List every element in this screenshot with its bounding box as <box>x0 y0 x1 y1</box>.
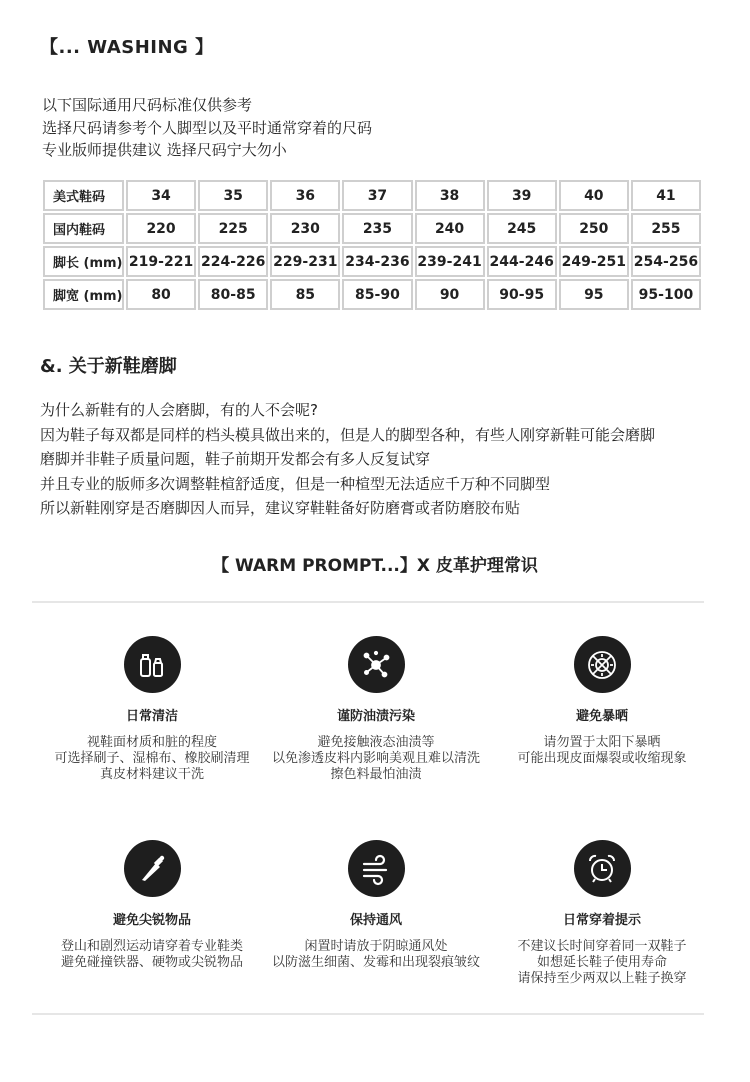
about-line: 所以新鞋刚穿是否磨脚因人而异，建议穿鞋鞋备好防磨膏或者防磨胶布贴 <box>40 499 521 517</box>
table-cell: 225 <box>198 213 268 244</box>
divider <box>32 601 704 603</box>
cleaning-bottles-icon <box>124 636 181 693</box>
table-cell: 39 <box>487 180 557 211</box>
care-desc <box>256 939 496 971</box>
table-cell: 90-95 <box>487 279 557 310</box>
desc-line: 避免碰撞铁器、硬物或尖锐物品 <box>60 955 243 970</box>
table-cell: 36 <box>270 180 340 211</box>
table-row <box>43 180 701 211</box>
table-row <box>43 213 701 244</box>
desc-line: 请勿置于太阳下暴晒 <box>543 735 661 750</box>
table-cell: 85-90 <box>342 279 412 310</box>
care-desc <box>32 939 272 971</box>
care-desc <box>256 735 496 783</box>
stain-splash-icon <box>348 636 405 693</box>
desc-line: 真皮材料建议干洗 <box>99 767 204 782</box>
table-cell: 95-100 <box>631 279 701 310</box>
table-cell: 229-231 <box>270 246 340 277</box>
care-title: 谨防油渍污染 <box>336 709 415 724</box>
care-item-sharp-objects <box>32 840 272 971</box>
desc-line: 以免渗透皮料内影响美观且难以清洗 <box>271 751 480 766</box>
desc-line: 不建议长时间穿着同一双鞋子 <box>517 939 687 954</box>
table-cell: 230 <box>270 213 340 244</box>
washing-heading: 【... WASHING 】 <box>40 37 214 58</box>
about-line: 并且专业的版师多次调整鞋楦舒适度，但是一种楦型无法适应千万种不同脚型 <box>40 474 551 493</box>
table-cell: 38 <box>415 180 485 211</box>
size-chart-table <box>41 178 703 312</box>
table-cell: 235 <box>342 213 412 244</box>
intro-line: 以下国际通用尺码标准仅供参考 <box>42 96 253 114</box>
about-heading: &. 关于新鞋磨脚 <box>40 356 177 377</box>
table-row <box>43 246 701 277</box>
no-sun-icon <box>574 636 631 693</box>
care-item-oil-stain <box>256 636 496 783</box>
wind-icon <box>348 840 405 897</box>
row-label: 脚长 (mm) <box>43 246 124 277</box>
desc-line: 闲置时请放于阴晾通风处 <box>304 939 448 954</box>
desc-line: 如想延长鞋子使用寿命 <box>536 955 667 970</box>
row-label: 国内鞋码 <box>43 213 124 244</box>
care-desc <box>482 735 722 767</box>
table-cell: 41 <box>631 180 701 211</box>
about-line: 因为鞋子每双都是同样的档头模具做出来的，但是人的脚型各种，有些人刚穿新鞋可能会磨脚 <box>40 425 656 444</box>
desc-line: 避免接触液态油渍等 <box>317 735 435 750</box>
care-item-daily-wear <box>482 840 722 987</box>
table-cell: 250 <box>559 213 629 244</box>
table-cell: 234-236 <box>342 246 412 277</box>
table-cell: 80-85 <box>198 279 268 310</box>
table-cell: 240 <box>415 213 485 244</box>
size-intro <box>42 94 372 162</box>
desc-line: 可能出现皮面爆裂或收缩现象 <box>517 751 687 766</box>
sharp-knife-icon <box>124 840 181 897</box>
desc-line: 登山和剧烈运动请穿着专业鞋类 <box>60 939 243 954</box>
intro-line: 专业版师提供建议 选择尺码宁大勿小 <box>42 141 287 159</box>
care-title: 避免暴晒 <box>575 709 628 724</box>
table-row <box>43 279 701 310</box>
table-cell: 220 <box>126 213 196 244</box>
warm-prompt-heading: 【 WARM PROMPT...】X 皮革护理常识 <box>212 556 538 576</box>
desc-line: 视鞋面材质和脏的程度 <box>86 735 217 750</box>
care-title: 避免尖锐物品 <box>112 913 191 928</box>
about-line: 为什么新鞋有的人会磨脚，有的人不会呢? <box>40 401 318 419</box>
table-cell: 95 <box>559 279 629 310</box>
desc-line: 以防滋生细菌、发霉和出现裂痕皱纹 <box>271 955 480 970</box>
table-cell: 40 <box>559 180 629 211</box>
table-cell: 245 <box>487 213 557 244</box>
table-cell: 80 <box>126 279 196 310</box>
table-cell: 85 <box>270 279 340 310</box>
desc-line: 擦色料最怕油渍 <box>330 767 422 782</box>
table-cell: 255 <box>631 213 701 244</box>
table-cell: 239-241 <box>415 246 485 277</box>
table-cell: 244-246 <box>487 246 557 277</box>
care-item-no-sun <box>482 636 722 767</box>
desc-line: 请保持至少两双以上鞋子换穿 <box>517 971 687 986</box>
desc-line: 可选择刷子、湿棉布、橡胶刷清理 <box>54 751 250 766</box>
table-cell: 224-226 <box>198 246 268 277</box>
about-line: 磨脚并非鞋子质量问题，鞋子前期开发都会有多人反复试穿 <box>40 450 431 468</box>
divider <box>32 1013 704 1015</box>
table-cell: 249-251 <box>559 246 629 277</box>
intro-line: 选择尺码请参考个人脚型以及平时通常穿着的尺码 <box>42 118 373 137</box>
table-cell: 34 <box>126 180 196 211</box>
about-text <box>40 398 655 521</box>
row-label: 脚宽 (mm) <box>43 279 124 310</box>
care-item-ventilation <box>256 840 496 971</box>
care-item-cleaning <box>32 636 272 783</box>
care-title: 日常清洁 <box>125 709 178 724</box>
row-label: 美式鞋码 <box>43 180 124 211</box>
table-cell: 35 <box>198 180 268 211</box>
table-cell: 219-221 <box>126 246 196 277</box>
table-cell: 90 <box>415 279 485 310</box>
table-cell: 37 <box>342 180 412 211</box>
care-desc <box>482 939 722 987</box>
care-title: 保持通风 <box>349 913 402 928</box>
care-desc <box>32 735 272 783</box>
table-cell: 254-256 <box>631 246 701 277</box>
alarm-clock-icon <box>574 840 631 897</box>
care-title: 日常穿着提示 <box>562 913 641 928</box>
